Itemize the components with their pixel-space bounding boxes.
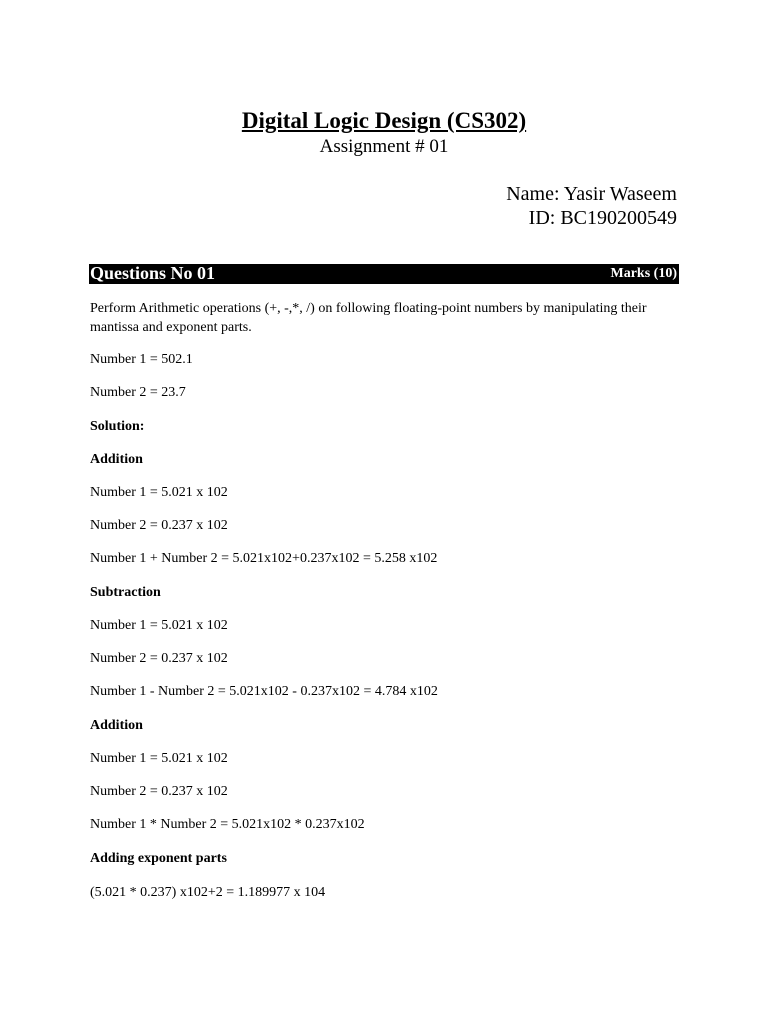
solution-heading: Solution: xyxy=(90,419,145,434)
subtraction-heading: Subtraction xyxy=(90,585,161,600)
question-prompt: Perform Arithmetic operations (+, -,*, /) on following floating-point numbers by manipulating their mantissa and exponent parts. xyxy=(90,301,647,335)
addition-number-2: Number 2 = 0.237 x 102 xyxy=(90,518,228,533)
addition-heading: Addition xyxy=(90,452,143,467)
multiplication-expression: Number 1 * Number 2 = 5.021x102 * 0.237x102 xyxy=(90,817,365,832)
given-number-2: Number 2 = 23.7 xyxy=(90,385,186,400)
given-number-1: Number 1 = 502.1 xyxy=(90,352,193,367)
question-header-bar xyxy=(89,264,679,284)
subtraction-result: Number 1 - Number 2 = 5.021x102 - 0.237x102 = 4.784 x102 xyxy=(90,684,438,699)
student-name: Name: Yasir Waseem xyxy=(506,183,677,205)
exponent-result: (5.021 * 0.237) x102+2 = 1.189977 x 104 xyxy=(90,885,326,900)
subtraction-number-1: Number 1 = 5.021 x 102 xyxy=(90,618,228,633)
student-id: ID: BC190200549 xyxy=(528,207,677,229)
second-addition-heading: Addition xyxy=(90,718,143,733)
exponent-heading: Adding exponent parts xyxy=(90,851,227,866)
assignment-subtitle: Assignment # 01 xyxy=(319,136,449,157)
multiplication-number-2: Number 2 = 0.237 x 102 xyxy=(90,784,228,799)
document-title: Digital Logic Design (CS302) xyxy=(241,108,527,133)
subtraction-number-2: Number 2 = 0.237 x 102 xyxy=(90,651,228,666)
addition-result: Number 1 + Number 2 = 5.021x102+0.237x102 = 5.258 x102 xyxy=(90,551,438,566)
multiplication-number-1: Number 1 = 5.021 x 102 xyxy=(90,751,228,766)
question-marks: Marks (10) xyxy=(610,266,677,281)
addition-number-1: Number 1 = 5.021 x 102 xyxy=(90,485,228,500)
question-title: Questions No 01 xyxy=(90,263,216,283)
